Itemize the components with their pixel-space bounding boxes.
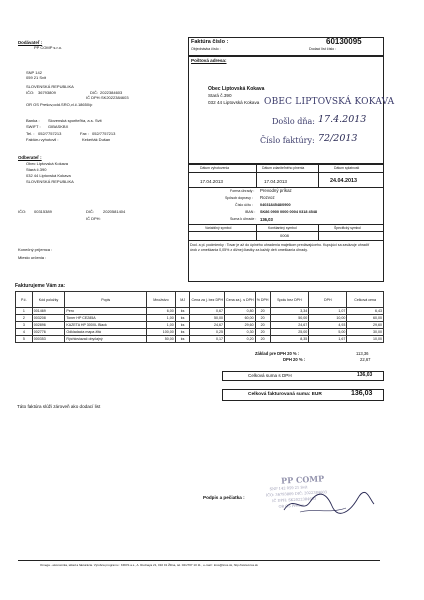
supplier-address-line1: SNP 142: [26, 70, 42, 75]
supplier-bank-label: Banka :: [26, 118, 40, 123]
cell-unit: ks: [175, 322, 190, 329]
col-header-vat-rate: % DPH: [255, 292, 270, 308]
cell-description: Odkladacia mapa žltá: [65, 329, 147, 336]
cell-index: 3: [16, 322, 33, 329]
col-header-total: Celková cena: [347, 292, 384, 308]
cell-code: 003208: [32, 315, 65, 322]
customer-icdph-label: IČ DPH:: [86, 216, 101, 221]
stamp-company-name: PP COMP: [280, 473, 325, 486]
supplier-dic-label: DIČ:: [90, 90, 98, 95]
supplier-tel-label: Tel. :: [26, 131, 35, 136]
cell-code: 000353: [32, 336, 65, 343]
cell-description: Toner HP CE285A: [65, 315, 147, 322]
invoice-reg-number-label: Číslo faktúry:: [260, 136, 315, 145]
cell-index: 4: [16, 329, 33, 336]
supplier-tel: 052/7757213: [38, 131, 62, 136]
supplier-ico-label: IČO:: [26, 90, 35, 95]
cell-subtotal: 8,35: [270, 336, 309, 343]
supplier-register: OR OS Prešov,odd.SRO,vl.č.18650/p: [26, 102, 93, 107]
cell-unit-price-vat: 29,60: [225, 322, 256, 329]
cell-quantity: 1,00: [147, 315, 176, 322]
postal-address-box: [188, 56, 384, 164]
cell-quantity: 1,00: [147, 322, 176, 329]
col-header-vat: DPH: [309, 292, 347, 308]
account-label: Číslo účtu :: [235, 203, 253, 207]
iban: SK86 0900 0000 0004 0318 4548: [260, 210, 318, 214]
cell-unit-price: 0,67: [190, 308, 225, 315]
supplier-address-line2: 059 21 Svit: [26, 75, 47, 80]
col-header-subtotal: Spolu bez DPH: [270, 292, 309, 308]
customer-ico-label: IČO:: [18, 209, 27, 214]
items-header-row: [16, 292, 384, 308]
supplier-name: PP COMP s.r.o.: [34, 45, 63, 50]
stamp-address: SNP 142 059 21 Svit: [269, 485, 308, 492]
vat-base-label: Základ pre DPH 20 % :: [255, 351, 300, 356]
col-header-unit-price: Cena za j. bez DPH: [190, 292, 225, 308]
grand-total-label: Celková fakturovaná suma: EUR: [248, 392, 322, 397]
payment-terms-note: Dod. a pl. podmienky : Tovar je až do úplného uhradenia majetkom predávajúceho. Kupujúci sa zaväzuje uhradiť úrok z omeškania 0,05% z dlžnej čiastky za každý deň omeškania úhrady.: [190, 243, 370, 252]
cell-vat-rate: 20: [255, 322, 270, 329]
cell-unit-price: 24,67: [190, 322, 225, 329]
col-header-index: P.č.: [16, 292, 33, 308]
cell-unit: ks: [175, 336, 190, 343]
cell-total: 60,00: [347, 315, 384, 322]
cell-vat-rate: 20: [255, 315, 270, 322]
col-header-description: Popis: [65, 292, 147, 308]
customer-country: SLOVENSKÁ REPUBLIKA: [26, 179, 74, 184]
items-table: [15, 291, 384, 343]
supplier-ico: 36793809: [38, 90, 56, 95]
cell-subtotal: 50,00: [270, 315, 309, 322]
cell-unit-price: 50,00: [190, 315, 225, 322]
supplier-fax: 052/7757213: [92, 131, 116, 136]
cell-unit: ks: [175, 315, 190, 322]
tax-date: 17.04.2013: [264, 179, 287, 184]
postal-name: Obec Liptovská Kokava: [208, 86, 265, 92]
col-header-code: Kód položky: [32, 292, 65, 308]
cell-total: 10,00: [347, 336, 384, 343]
table-row: [16, 322, 384, 329]
received-date: 17.4.2013: [318, 114, 367, 125]
table-row: [16, 308, 384, 315]
postal-street: Stará č.390: [208, 93, 232, 98]
delivery-note-label: Dodací list číslo :: [309, 47, 337, 51]
cell-unit-price: 0,17: [190, 336, 225, 343]
customer-city: 032 44 Liptovská Kokava: [26, 173, 71, 178]
stamp-register: OR OS Prešov: [278, 503, 305, 509]
supplier-issuer-label: Faktúru vyhotovil :: [26, 137, 59, 142]
sum-due: 136,03: [260, 217, 273, 222]
customer-ico: 00315389: [34, 209, 52, 214]
col-header-unit-price-vat: Cena za j. s DPH: [225, 292, 256, 308]
account-number: 0403184548/0900: [260, 203, 291, 207]
supplier-fax-label: Fax :: [80, 131, 89, 136]
due-date-label: Dátum splatnosti: [334, 166, 360, 170]
cell-description: Pero: [65, 308, 147, 315]
cell-unit-price-vat: 0,80: [225, 308, 256, 315]
supplier-swift-label: SWIFT :: [26, 124, 41, 129]
customer-dic: 2020581404: [103, 209, 126, 214]
invoice-title-label: Faktúra číslo :: [191, 39, 229, 45]
cell-vat: 4,93: [309, 322, 347, 329]
supplier-swift: GIBASKBX: [48, 124, 69, 129]
supplier-heading: Dodávateľ :: [18, 40, 43, 45]
vat-amount: 22,67: [360, 357, 371, 362]
customer-street: Stará č.390: [26, 167, 47, 172]
invoice-reg-number: 72/2013: [318, 133, 358, 144]
cell-index: 1: [16, 308, 33, 315]
stamp-vat-id: IČ DPH: SK2022384603: [272, 496, 317, 504]
col-header-quantity: Množstvo: [147, 292, 176, 308]
issue-date: 17.04.2013: [200, 179, 223, 184]
iban-label: IBAN :: [245, 210, 256, 214]
cell-code: 001469: [32, 308, 65, 315]
items-intro: Fakturujeme Vám za:: [15, 283, 66, 289]
cell-total: 30,00: [347, 329, 384, 336]
transport-label: Spôsob dopravy :: [225, 196, 253, 200]
invoice-number: 60130095: [326, 37, 362, 46]
cell-subtotal: 3,34: [270, 308, 309, 315]
vat-base: 113,36: [356, 351, 369, 356]
payment-method-label: Forma úhrady :: [230, 189, 255, 193]
stamp-ids: IČO: 36793809 DIČ: 2022384603: [265, 490, 328, 498]
cell-index: 5: [16, 336, 33, 343]
cell-vat: 5,00: [309, 329, 347, 336]
handwritten-signature: [280, 488, 376, 518]
signature-label: Podpis a pečiatka :: [203, 495, 245, 500]
cell-vat-rate: 20: [255, 336, 270, 343]
cell-quantity: 6,00: [147, 308, 176, 315]
col-header-unit: MJ: [175, 292, 190, 308]
table-row: [16, 336, 384, 343]
software-footer: Omega - ekonomika, sklad a fakturácia. Výrobca programu : KROS a.s., A. Rudnaya 21, 010 01 Žilina, tel. 041/707 10 11 , e-mail : kros@kros.sk, http://www.kros.sk: [40, 563, 258, 567]
payment-method: Prevodný príkaz: [260, 188, 292, 193]
cell-quantity: 100,00: [147, 329, 176, 336]
tax-date-label: Dátum zdaniteľného plnenia: [262, 166, 305, 170]
issue-date-label: Dátum vyhotovenia: [200, 166, 230, 170]
supplier-icdph: SK2022384603: [101, 95, 129, 100]
supplier-country: SLOVENSKÁ REPUBLIKA: [26, 84, 74, 89]
cell-description: KAZETA HP 300XL Black: [65, 322, 147, 329]
cell-unit-price-vat: 60,00: [225, 315, 256, 322]
customer-heading: Odberateľ :: [18, 155, 42, 160]
cell-vat: 10,00: [309, 315, 347, 322]
vat-label: DPH 20 % :: [283, 357, 306, 362]
sum-due-label: Suma k úhrade :: [230, 217, 257, 221]
cell-index: 2: [16, 315, 33, 322]
cell-total: 6,43: [347, 308, 384, 315]
destination-label: Miesto určenia :: [18, 255, 47, 260]
cell-unit: ks: [175, 308, 190, 315]
final-recipient-label: Konečný príjemca :: [18, 247, 53, 252]
supplier-icdph-label: IČ DPH:: [86, 95, 101, 100]
grand-total: 136,03: [351, 390, 373, 397]
cell-code: 002776: [32, 329, 65, 336]
total-incl-vat: 136,03: [357, 372, 373, 378]
cell-unit: ks: [175, 329, 190, 336]
cell-total: 29,60: [347, 322, 384, 329]
postal-heading: Poštová adresa:: [191, 58, 227, 63]
constant-symbol-label: Konštantný symbol: [268, 226, 297, 230]
cell-vat: 1,07: [309, 308, 347, 315]
cell-unit-price-vat: 0,20: [225, 336, 256, 343]
received-date-label: Došlo dňa:: [272, 117, 315, 126]
cell-unit-price-vat: 0,30: [225, 329, 256, 336]
transport: Rozvoz: [260, 195, 275, 200]
cell-vat-rate: 20: [255, 329, 270, 336]
total-incl-vat-label: Celková suma s DPH: [248, 373, 292, 378]
customer-dic-label: DIČ:: [86, 209, 94, 214]
cell-unit-price: 0,25: [190, 329, 225, 336]
order-number-label: Objednávka číslo :: [191, 47, 221, 51]
cell-subtotal: 24,67: [270, 322, 309, 329]
delivery-note-statement: Táto faktúra slúži zároveň ako dodací list: [17, 404, 101, 409]
customer-name: Obec Liptovská Kokava: [26, 161, 69, 166]
postal-city: 032 44 Liptovská Kokava: [208, 100, 260, 105]
variable-symbol-label: Variabilný symbol: [205, 226, 232, 230]
table-row: [16, 329, 384, 336]
received-stamp-title: OBEC LIPTOVSKÁ KOKAVA: [264, 97, 395, 107]
specific-symbol-label: Špecifický symbol: [334, 226, 361, 230]
cell-vat: 1,67: [309, 336, 347, 343]
supplier-issuer: Kekeňák Dušan: [82, 137, 111, 142]
cell-vat-rate: 20: [255, 308, 270, 315]
supplier-bank: Slovenská sporiteľňa, a.s. Svit: [48, 118, 102, 123]
constant-symbol: 0008: [280, 233, 289, 238]
cell-quantity: 50,00: [147, 336, 176, 343]
cell-code: 002896: [32, 322, 65, 329]
cell-subtotal: 25,00: [270, 329, 309, 336]
table-row: [16, 315, 384, 322]
cell-description: Rýchloviazač obyčajný: [65, 336, 147, 343]
supplier-dic: 2022384603: [100, 90, 123, 95]
due-date: 24.04.2013: [330, 178, 357, 184]
